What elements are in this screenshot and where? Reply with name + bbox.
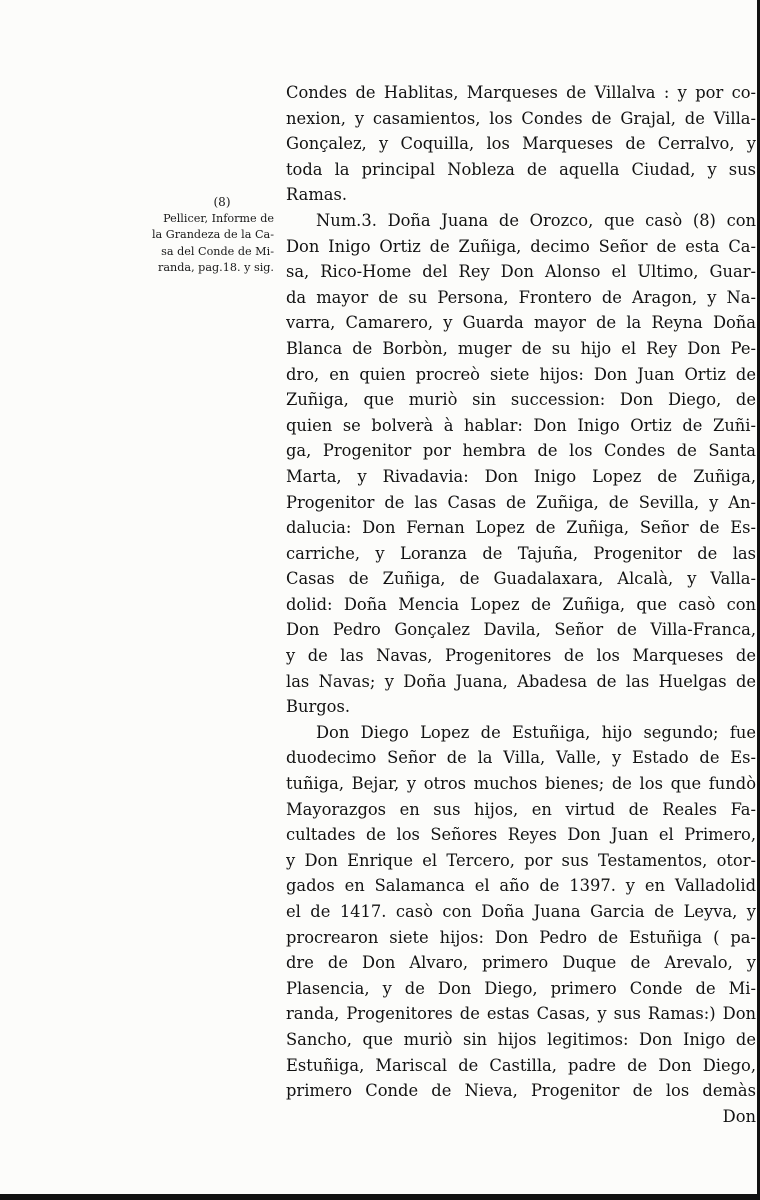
body-text [286, 80, 756, 1129]
margin-note-line: Pellicer, Informe de [163, 211, 274, 225]
text-line: quien se bolverà à hablar: Don Inigo Ortiz de Zuñi- [286, 415, 756, 435]
text-line: Zuñiga, que muriò sin succession: Don Diego, de [286, 390, 756, 410]
text-line: Progenitor de las Casas de Zuñiga, de Sevilla, y An- [286, 492, 756, 512]
text-line: Sancho, que muriò sin hijos legitimos: Don Inigo de [286, 1029, 756, 1049]
paragraph-start-line: Num.3. Doña Juana de Orozco, que casò (8) con [316, 210, 756, 230]
text-line: Mayorazgos en sus hijos, en virtud de Reales Fa- [286, 799, 756, 819]
text-line: primero Conde de Nieva, Progenitor de los demàs [286, 1081, 756, 1101]
text-line: Blanca de Borbòn, muger de su hijo el Rey Don Pe- [286, 338, 756, 358]
text-line: tuñiga, Bejar, y otros muchos bienes; de los que fundò [286, 774, 756, 794]
text-line: Ramas. [286, 185, 348, 205]
text-line: y Don Enrique el Tercero, por sus Testamentos, otor- [286, 850, 756, 870]
text-line: toda la principal Nobleza de aquella Ciudad, y sus [286, 159, 756, 179]
text-line: randa, Progenitores de estas Casas, y sus Ramas:) Don [286, 1004, 756, 1024]
margin-note-reference: (8) [213, 195, 231, 209]
text-line: el de 1417. casò con Doña Juana Garcia de Leyva, y [286, 902, 756, 921]
text-line: duodecimo Señor de la Villa, Valle, y Estado de Es- [286, 748, 756, 768]
paragraph-start-line: Don Diego Lopez de Estuñiga, hijo segundo; fue [316, 722, 756, 742]
text-line: Casas de Zuñiga, de Guadalaxara, Alcalà, y Valla- [286, 569, 756, 589]
text-line: procrearon siete hijos: Don Pedro de Estuñiga ( pa- [286, 927, 756, 947]
text-line: Don Inigo Ortiz de Zuñiga, decimo Señor de esta Ca- [286, 236, 756, 256]
text-line: dalucia: Don Fernan Lopez de Zuñiga, Señor de Es- [286, 518, 756, 538]
text-line: nexion, y casamientos, los Condes de Grajal, de Villa- [286, 108, 756, 128]
catchword: Don [722, 1106, 756, 1126]
text-line: Don Pedro Gonçalez Davila, Señor de Villa-Franca, [286, 620, 756, 640]
text-line: Burgos. [286, 697, 350, 717]
text-line: cultades de los Señores Reyes Don Juan el Primero, [286, 825, 756, 845]
text-line: Condes de Hablitas, Marqueses de Villalva : y por co- [286, 83, 756, 102]
text-line: da mayor de su Persona, Frontero de Aragon, y Na- [286, 287, 756, 307]
margin-note-line: sa del Conde de Mi- [161, 244, 274, 258]
text-line: las Navas; y Doña Juana, Abadesa de las Huelgas de [286, 671, 756, 691]
text-line: Estuñiga, Mariscal de Castilla, padre de Don Diego, [286, 1055, 756, 1075]
text-line: dolid: Doña Mencia Lopez de Zuñiga, que casò con [286, 594, 756, 614]
text-line: gados en Salamanca el año de 1397. y en Valladolid [286, 876, 756, 896]
text-line: dro, en quien procreò siete hijos: Don Juan Ortiz de [286, 364, 756, 384]
margin-note [136, 194, 286, 277]
text-line: ga, Progenitor por hembra de los Condes de Santa [286, 441, 756, 461]
text-line: sa, Rico-Home del Rey Don Alonso el Ultimo, Guar- [286, 262, 756, 282]
scan-edge-bottom [0, 1194, 760, 1200]
text-line: Marta, y Rivadavia: Don Inigo Lopez de Zuñiga, [286, 466, 756, 486]
margin-note-line: randa, pag.18. y sig. [158, 261, 274, 274]
text-line: y de las Navas, Progenitores de los Marqueses de [286, 646, 756, 666]
text-line: Gonçalez, y Coquilla, los Marqueses de Cerralvo, y [286, 134, 756, 154]
text-line: carriche, y Loranza de Tajuña, Progenitor de las [286, 543, 756, 563]
text-line: dre de Don Alvaro, primero Duque de Arevalo, y [286, 953, 756, 973]
text-line: varra, Camarero, y Guarda mayor de la Reyna Doña [286, 313, 756, 333]
text-line: Plasencia, y de Don Diego, primero Conde de Mi- [286, 978, 756, 998]
margin-note-line: la Grandeza de la Ca- [151, 228, 274, 241]
